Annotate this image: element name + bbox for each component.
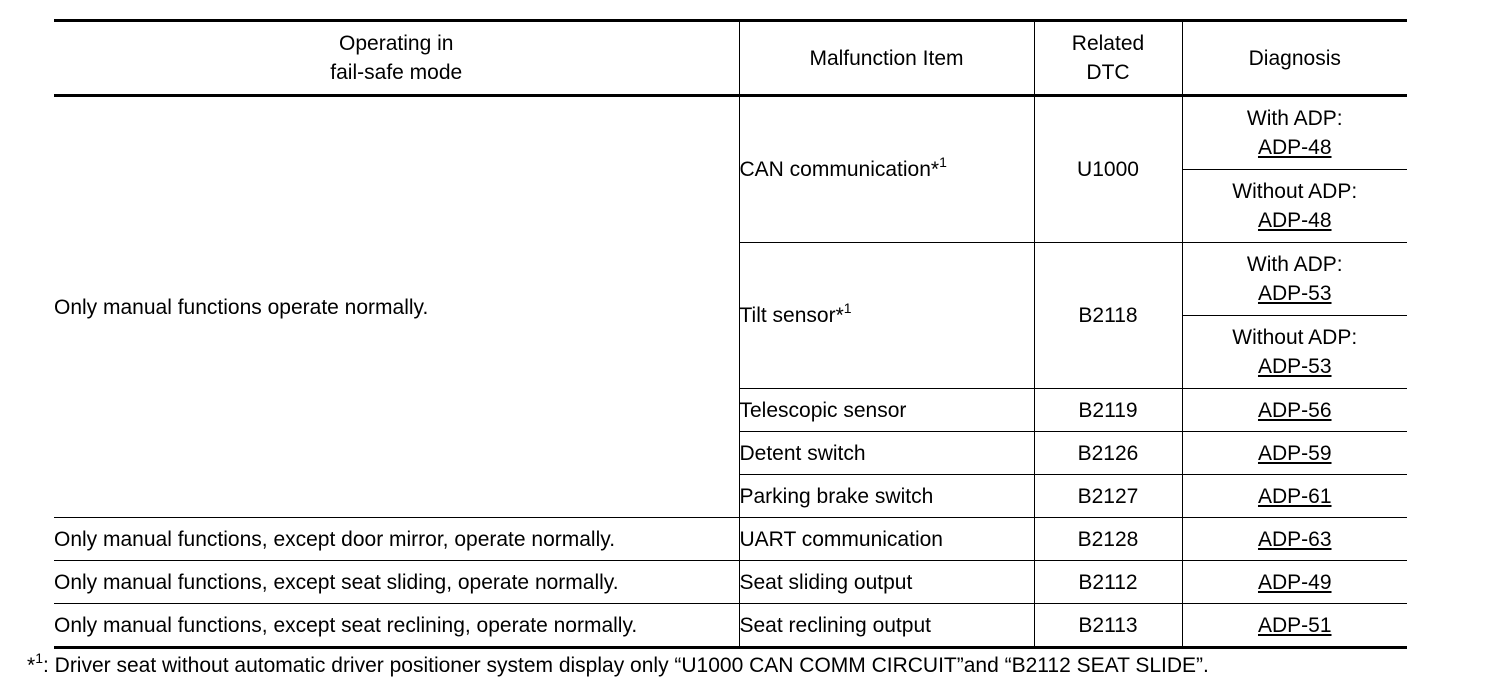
header-operating-mode: [54, 21, 739, 96]
dtc-b2113: B2113: [1034, 604, 1182, 648]
dtc-b2127: B2127: [1034, 475, 1182, 518]
dtc-b2118-text: B2118: [1078, 304, 1138, 327]
diag-can-without-adp: [1182, 170, 1407, 243]
diag-parking-link[interactable]: ADP-61: [1257, 484, 1332, 508]
table-row-seat-sliding: [54, 561, 1407, 604]
mode-manual-only-text: Only manual functions operate normally.: [54, 295, 429, 319]
item-seat-reclining-output: Seat reclining output: [739, 604, 1034, 648]
item-parking-brake-switch: Parking brake switch: [739, 475, 1034, 518]
item-telescopic-sensor: Telescopic sensor: [739, 389, 1034, 432]
diag-uart-link[interactable]: ADP-63: [1257, 527, 1332, 551]
header-diagnosis-label: Diagnosis: [1248, 46, 1341, 70]
mode-except-seat-sliding: Only manual functions, except seat sliding, operate normally.: [54, 561, 739, 604]
dtc-b2118: [1034, 243, 1182, 389]
diag-telescopic: [1182, 389, 1407, 432]
dtc-u1000-text: U1000: [1077, 158, 1139, 181]
diag-can-with-adp-label: With ADP:: [1246, 107, 1343, 130]
diag-seat-sliding-link[interactable]: ADP-49: [1257, 570, 1332, 594]
diag-detent: [1182, 432, 1407, 475]
header-diagnosis: [1182, 21, 1407, 96]
diag-seat-reclining: [1182, 604, 1407, 648]
diag-tilt-without-adp-link[interactable]: ADP-53: [1257, 355, 1332, 378]
fail-safe-table: [54, 19, 1407, 649]
header-operating-mode-line1: Operating in: [339, 32, 454, 55]
header-related-dtc: [1034, 21, 1182, 96]
dtc-b2126: B2126: [1034, 432, 1182, 475]
mode-except-door-mirror: Only manual functions, except door mirror, operate normally.: [54, 518, 739, 561]
diag-tilt-without-adp: [1182, 316, 1407, 389]
diag-seat-reclining-link[interactable]: ADP-51: [1257, 613, 1332, 637]
header-malfunction-item-label: Malfunction Item: [809, 46, 964, 70]
item-can-communication-text: CAN communication*: [739, 158, 940, 181]
header-operating-mode-line2: fail-safe mode: [330, 61, 463, 84]
diag-tilt-with-adp: [1182, 243, 1407, 316]
diag-detent-link[interactable]: ADP-59: [1257, 441, 1332, 465]
mode-except-seat-reclining: Only manual functions, except seat reclining, operate normally.: [54, 604, 739, 648]
diag-parking: [1182, 475, 1407, 518]
item-tilt-footnote-mark: 1: [843, 300, 852, 316]
dtc-b2119: B2119: [1034, 389, 1182, 432]
item-can-footnote-mark: 1: [939, 154, 947, 170]
diag-can-without-adp-label: Without ADP:: [1232, 180, 1358, 203]
mode-manual-only: [54, 96, 739, 518]
dtc-b2112: B2112: [1034, 561, 1182, 604]
header-malfunction-item: [739, 21, 1034, 96]
diag-can-with-adp-link[interactable]: ADP-48: [1257, 136, 1332, 159]
item-uart-communication: UART communication: [739, 518, 1034, 561]
item-tilt-sensor-text: Tilt sensor*: [739, 304, 844, 327]
item-tilt-sensor: [739, 243, 1034, 389]
diag-tilt-with-adp-link[interactable]: ADP-53: [1257, 282, 1332, 305]
header-related-dtc-line1: Related: [1071, 32, 1145, 55]
table-header-row: [54, 21, 1407, 96]
header-related-dtc-line2: DTC: [1086, 61, 1130, 84]
dtc-b2128: B2128: [1034, 518, 1182, 561]
item-detent-switch: Detent switch: [739, 432, 1034, 475]
footnote-sup: 1: [35, 650, 43, 666]
diag-can-with-adp: [1182, 96, 1407, 170]
diag-telescopic-link[interactable]: ADP-56: [1257, 398, 1332, 422]
diag-uart: [1182, 518, 1407, 561]
diag-tilt-with-adp-label: With ADP:: [1246, 253, 1343, 276]
footnote-mark: *: [27, 654, 36, 677]
footnote: [27, 651, 1209, 680]
table-row-uart: [54, 518, 1407, 561]
diag-seat-sliding: [1182, 561, 1407, 604]
footnote-text: : Driver seat without automatic driver positioner system display only “U1000 CAN COMM CIRCUIT”and “B2112 SEAT SLIDE”.: [42, 654, 1209, 677]
diag-can-without-adp-link[interactable]: ADP-48: [1257, 209, 1332, 232]
dtc-u1000: [1034, 96, 1182, 243]
item-can-communication: [739, 96, 1034, 243]
table-row-seat-reclining: [54, 604, 1407, 648]
item-seat-sliding-output: Seat sliding output: [739, 561, 1034, 604]
diag-tilt-without-adp-label: Without ADP:: [1232, 326, 1358, 349]
table-row-can-with: [54, 96, 1407, 170]
